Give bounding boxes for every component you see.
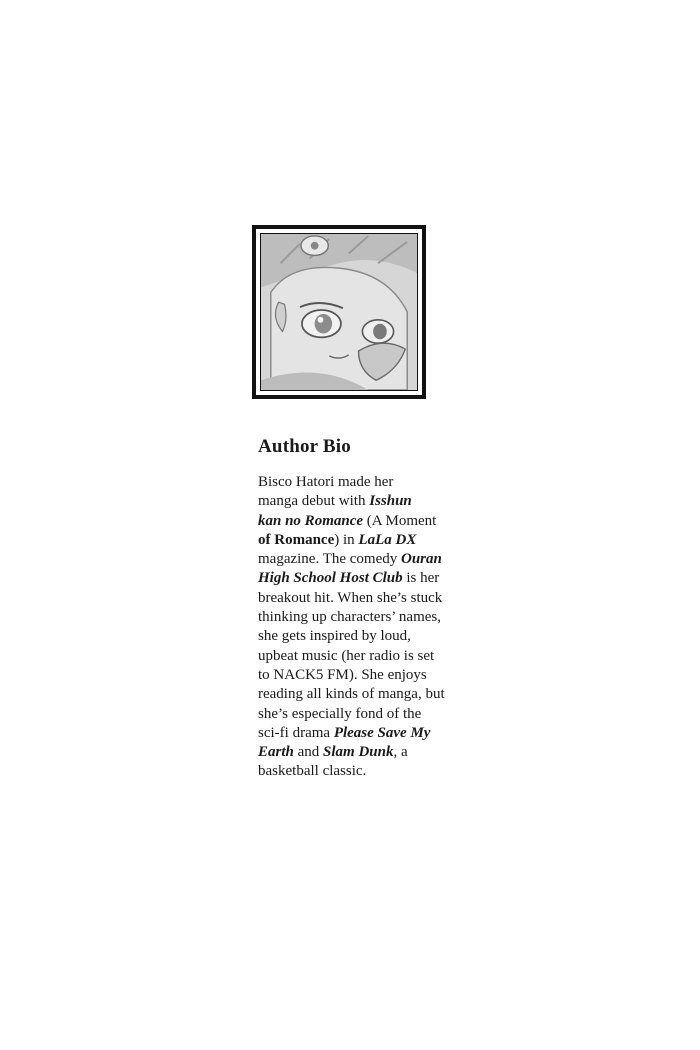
- bio-line: [258, 628, 411, 644]
- bio-line: [258, 609, 441, 625]
- bio-text-run: she’s especially fond of the: [258, 705, 422, 722]
- bio-text-run: Bisco Hatori made her: [258, 474, 394, 490]
- bio-text-run: breakout hit. When she’s stuck: [258, 589, 443, 606]
- bio-line: [258, 763, 366, 779]
- bio-text-run: ) in: [334, 531, 359, 548]
- bio-text-run: and: [293, 744, 324, 761]
- bio-line: [258, 570, 439, 586]
- bio-emphasis: of Romance: [258, 531, 335, 548]
- bio-text-run: magazine. The comedy: [258, 551, 401, 568]
- author-portrait-illustration-icon: [261, 234, 417, 390]
- bio-paragraph: [258, 473, 458, 782]
- bio-text-run: manga debut with: [258, 493, 370, 510]
- bio-emphasis: High School Host Club: [258, 570, 403, 587]
- bio-emphasis: Please Save My: [333, 724, 431, 741]
- bio-emphasis: Ouran: [401, 551, 442, 568]
- bio-line: [258, 725, 430, 741]
- bio-line: [258, 474, 393, 490]
- bio-text-run: is her: [402, 570, 440, 587]
- bio-line: [258, 744, 408, 760]
- bio-emphasis: kan no Romance: [258, 512, 364, 529]
- bio-text-run: , a: [393, 744, 408, 761]
- bio-line: [258, 532, 416, 548]
- bio-line: [258, 667, 427, 683]
- bio-line: [258, 513, 436, 529]
- bio-line: [258, 551, 442, 567]
- author-portrait: [260, 233, 418, 391]
- bio-emphasis: Earth: [258, 744, 294, 761]
- bio-text-run: basketball classic.: [258, 763, 367, 780]
- bio-emphasis: LaLa DX: [358, 531, 417, 548]
- bio-line: [258, 590, 442, 606]
- author-portrait-frame: [252, 225, 426, 399]
- bio-heading: Author Bio: [258, 436, 351, 457]
- bio-line: [258, 648, 434, 664]
- bio-emphasis: Slam Dunk: [323, 744, 394, 761]
- bio-emphasis: Isshun: [369, 493, 412, 510]
- bio-text-run: reading all kinds of manga, but: [258, 686, 445, 703]
- bio-text-run: upbeat music (her radio is set: [258, 647, 435, 664]
- bio-line: [258, 706, 421, 722]
- bio-text-run: (A Moment: [363, 512, 437, 529]
- bio-text-run: to NACK5 FM). She enjoys: [258, 666, 427, 683]
- bio-text-run: sci-fi drama: [258, 724, 334, 741]
- bio-text-run: thinking up characters’ names,: [258, 609, 441, 626]
- bio-line: [258, 493, 412, 509]
- bio-text-run: she gets inspired by loud,: [258, 628, 411, 645]
- bio-line: [258, 686, 445, 702]
